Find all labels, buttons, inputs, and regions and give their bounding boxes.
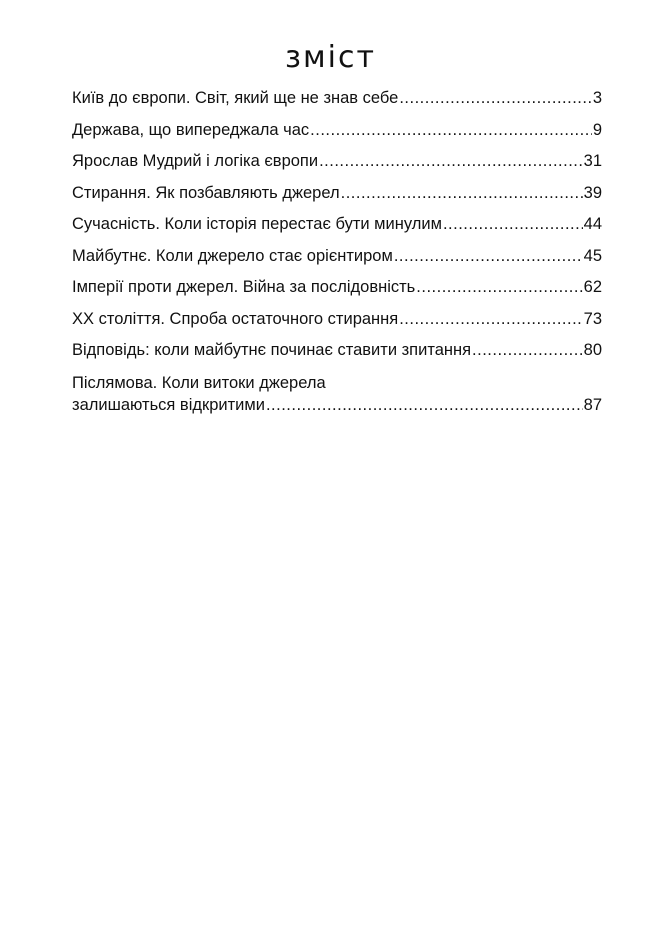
toc-entry — [72, 246, 602, 278]
toc-entry-page: 9 — [592, 120, 602, 139]
toc-entry-title: Київ до європи. Світ, який ще не знав себе — [72, 89, 399, 107]
toc-entry-page: 87 — [583, 395, 602, 414]
toc-entry — [72, 340, 602, 372]
toc-entry-title: Майбутнє. Коли джерело стає орієнтиром — [72, 246, 393, 265]
dot-leader — [319, 151, 583, 171]
toc-entry-title: Ярослав Мудрий і логіка європи — [72, 152, 319, 170]
toc-entry-title: Держава, що випереджала час — [72, 120, 310, 139]
dot-leader — [266, 394, 583, 416]
toc-entry-page: 44 — [583, 215, 602, 233]
dot-leader — [399, 309, 582, 329]
toc-entry — [72, 120, 602, 152]
dot-leader — [416, 277, 582, 297]
toc-list — [72, 88, 602, 416]
toc-entry-page: 45 — [583, 246, 602, 265]
toc-entry — [72, 88, 602, 120]
dot-leader — [472, 340, 583, 360]
toc-entry-title: Сучасність. Коли історія перестає бути минулим — [72, 215, 442, 233]
toc-entry-title: XX століття. Спроба остаточного стирання — [72, 309, 399, 328]
toc-entry-page: 3 — [592, 89, 602, 107]
dot-leader — [394, 246, 583, 266]
toc-entry-page: 73 — [583, 309, 602, 328]
toc-entry-page: 39 — [583, 183, 602, 202]
toc-entry-page: 80 — [583, 341, 602, 359]
dot-leader — [341, 183, 583, 203]
toc-entry-title: Відповідь: коли майбутнє починає ставити зпитання — [72, 341, 472, 359]
toc-entry-page: 62 — [583, 278, 602, 296]
toc-entry-title-cont: залишаються відкритими — [72, 395, 265, 414]
toc-entry — [72, 214, 602, 246]
dot-leader — [443, 214, 583, 234]
toc-entry-title: Стирання. Як позбавляють джерел — [72, 183, 340, 202]
toc-entry — [72, 151, 602, 183]
toc-entry-title: Імперії проти джерел. Війна за послідовність — [72, 278, 416, 296]
toc-entry-page: 31 — [583, 152, 602, 170]
toc-entry-line — [72, 394, 602, 416]
toc-entry — [72, 309, 602, 341]
toc-entry — [72, 183, 602, 215]
dot-leader — [399, 88, 591, 108]
toc-entry-title: Післямова. Коли витоки джерела — [72, 373, 326, 392]
toc-heading: зміст — [285, 40, 376, 75]
toc-entry — [72, 372, 602, 416]
toc-entry — [72, 277, 602, 309]
dot-leader — [310, 120, 592, 140]
